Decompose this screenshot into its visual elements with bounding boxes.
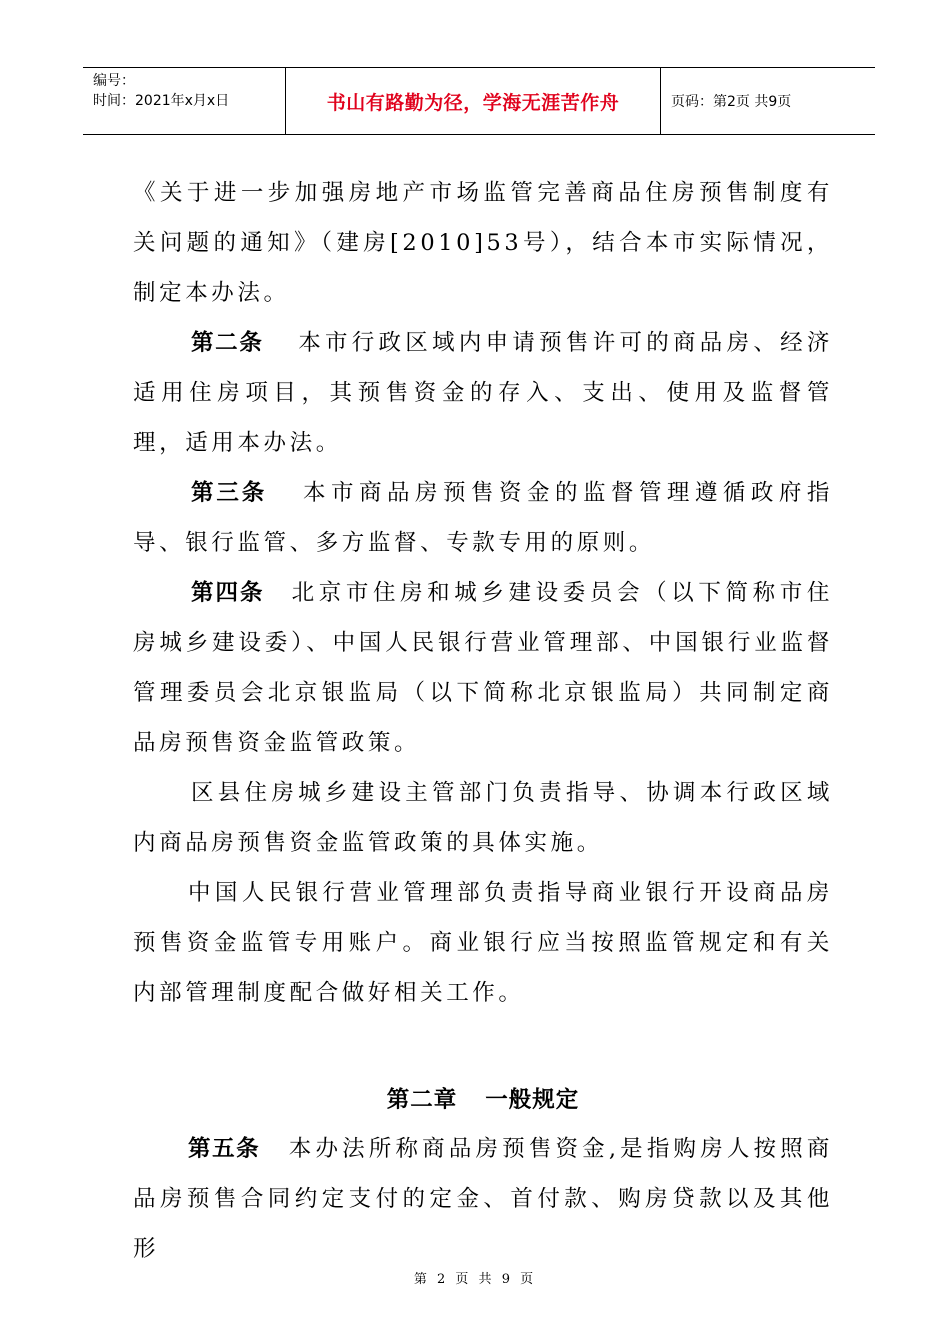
page-header [83,67,875,135]
article-5-text: 本办法所称商品房预售资金,是指购房人按照商品房预售合同约定支付的定金、首付款、购房贷款以及其他形 [133,1136,833,1262]
article-4 [133,568,833,768]
article-2-text: 本市行政区域内申请预售许可的商品房、经济适用住房项目，其预售资金的存入、支出、使用及监督管理，适用本办法。 [133,330,833,456]
document-number: 编号： [93,73,135,89]
document-time: 时间：2021年x月x日 [93,93,230,109]
article-5 [133,1124,833,1274]
paragraph-intro: 《关于进一步加强房地产市场监管完善商品住房预售制度有关问题的通知》（建房[2010]53号），结合本市实际情况，制定本办法。 [133,180,833,306]
article-2 [133,318,833,468]
article-3-title: 第三条 [191,480,268,506]
page-footer: 第 2 页 共 9 页 [413,1272,537,1287]
chapter-heading [133,1076,833,1124]
header-meta-cell [83,68,286,134]
article-2-title: 第二条 [191,330,264,356]
article-4-text: 北京市住房和城乡建设委员会（以下简称市住房城乡建设委）、中国人民银行营业管理部、中国银行业监督管理委员会北京银监局（以下简称北京银监局）共同制定商品房预售资金监管政策。 [133,580,833,756]
article-5-title: 第五条 [188,1136,261,1162]
paragraph-district: 区县住房城乡建设主管部门负责指导、协调本行政区域内商品房预售资金监管政策的具体实施。 [133,780,833,856]
article-4-title: 第四条 [191,580,265,606]
paragraph-pboc: 中国人民银行营业管理部负责指导商业银行开设商品房预售资金监管专用账户。商业银行应当按照监管规定和有关内部管理制度配合做好相关工作。 [133,880,833,1006]
header-motto: 书山有路勤为径，学海无涯苦作舟 [286,68,661,134]
chapter-title: 一般规定 [485,1087,580,1113]
article-3 [133,468,833,568]
chapter-number: 第二章 [386,1087,458,1113]
document-body [133,168,833,1274]
article-3-text: 本市商品房预售资金的监督管理遵循政府指导、银行监管、多方监督、专款专用的原则。 [133,480,833,556]
header-page-number: 页码：第2页 共9页 [671,94,792,110]
